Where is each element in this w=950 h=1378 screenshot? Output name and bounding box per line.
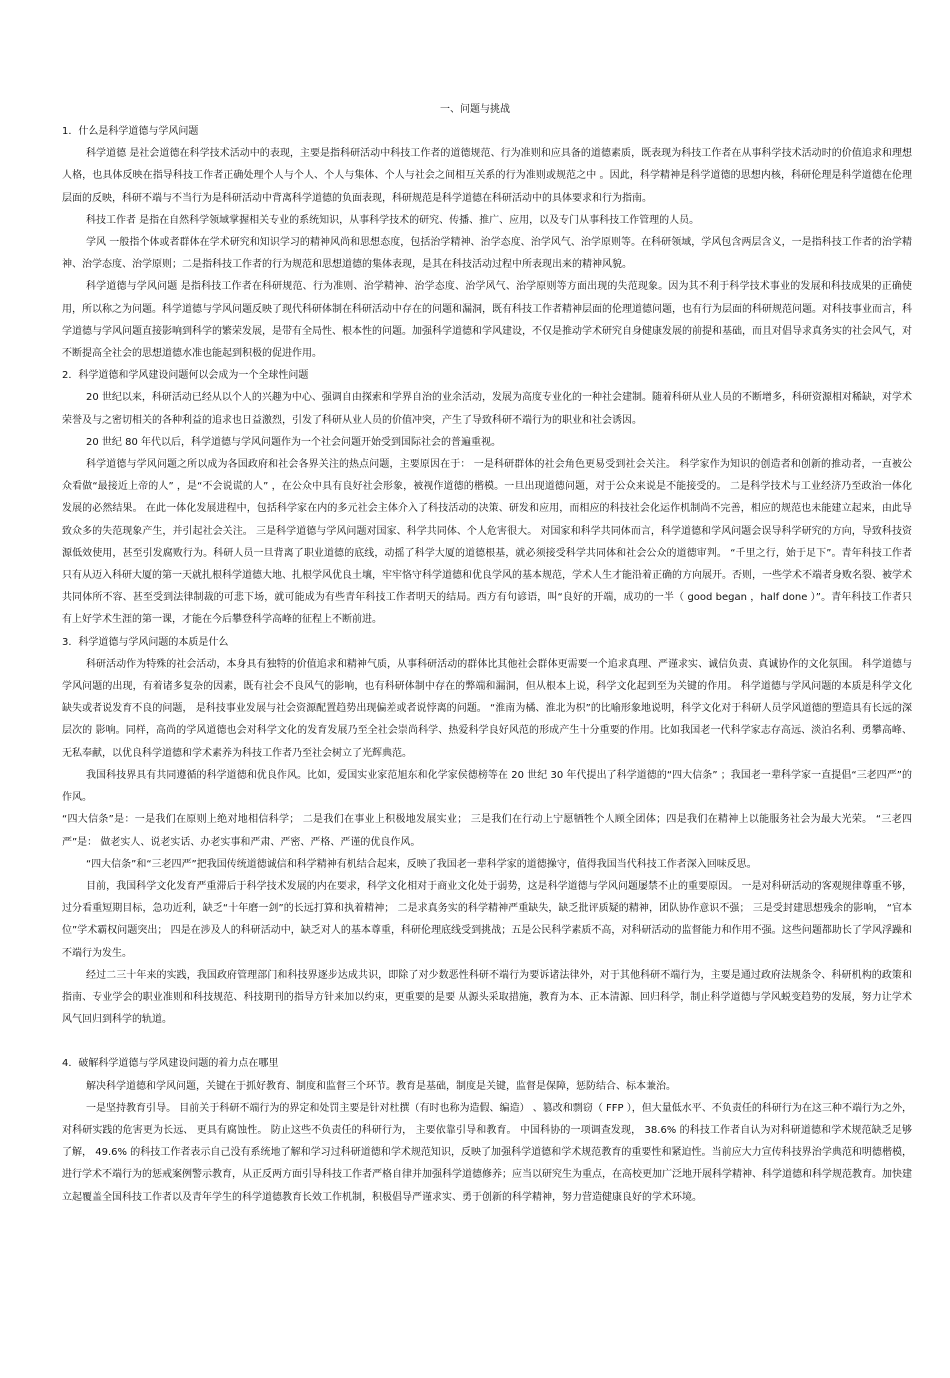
paragraph: 科学道德与学风问题之所以成为各国政府和社会各界关注的热点问题，主要原因在于： 一是科研群体的社会角色更易受到社会关注。 科学家作为知识的创造者和创新的推动者，一直被公众看做“最接近上帝的人” ，是“不会说谎的人” ，在公众中具有良好社会形象，被视作道德的楷模。一旦出现道德问题，对于公众来说是不能接受的。 二是科学技术与工业经济乃至政治一体化发展的必然结果。 在此一体化发展进程中，包括科学家在内的多元社会主体介入了科技活动的决策、研发和应用，而相应的科技社会化运作机制尚不完善，相应的规范也未能建立起来，由此导致众多的失范现象产生，并引起社会关注。 三是科学道德与学风问题对国家、科学共同体、个人危害很大。 对国家和科学共同体而言，科学道德和学风问题会误导科学研究的方向，导致科技资源低效使用，甚至引发腐败行为。科研人员一旦背离了职业道德的底线，动摇了科学大厦的道德根基，就必须接受科学共同体和社会公众的道德审判。 “千里之行，始于足下”。青年科技工作者只有从迈入科研大厦的第一天就扎根科学道德大地、扎根学风优良土壤，牢牢恪守科学道德和优良学风的基本规范，学术人生才能沿着正确的方向展开。否则，一些学术不端者身败名裂、被学术共同体所不容、甚至受到法律制裁的可悲下场，就可能成为有些青年科技工作者明天的结局。西方有句谚语，叫“良好的开端，成功的一半（ good began ，half done ）”。青年科技工作者只有上好学术生涯的第一课，才能在今后攀登科学高峰的征程上不断前进。 <box>62 459 912 626</box>
paragraph: 20 世纪 80 年代以后，科学道德与学风问题作为一个社会问题开始受到国际社会的普遍重视。 <box>86 436 501 448</box>
paragraph: 20 世纪以来，科研活动已经从以个人的兴趣为中心、强调自由探索和学界自治的业余活动，发展为高度专业化的一种社会建制。随着科研从业人员的不断增多，科研资源相对稀缺，对学术荣誉及与之密切相关的各种利益的追求也日益激烈，引发了科研从业人员的价值冲突，产生了导致科研不端行为的职业和社会诱因。 <box>62 392 912 426</box>
paragraph: 科学道德与学风问题 是指科技工作者在科研规范、行为准则、治学精神、治学态度、治学风气、治学原则等方面出现的失范现象。因为其不利于科学技术事业的发展和科技成果的正确使用，所以称之为问题。科学道德与学风问题反映了现代科研体制在科研活动中存在的问题和漏洞，既有科技工作者精神层面的伦理道德问题，也有行为层面的科研规范问题。对科技事业而言，科学道德与学风问题直接影响到科学的繁荣发展，是带有全局性、根本性的问题。加强科学道德和学风建设，不仅是推动学术研究自身健康发展的前提和基础，而且对倡导求真务实的社会风气，对不断提高全社会的思想道德水准也能起到积极的促进作用。 <box>62 281 912 360</box>
paragraph: 学风 一般指个体或者群体在学术研究和知识学习的精神风尚和思想态度，包括治学精神、治学态度、治学风气、治学原则等。在科研领域，学风包含两层含义，一是指科技工作者的治学精神、治学态度、治学原则；二是指科技工作者的行为规范和思想道德的集体表现，是其在科技活动过程中所表现出来的精神风貌。 <box>62 237 912 271</box>
document-body <box>62 121 912 1209</box>
paragraph: “四大信条”和“三老四严”把我国传统道德诚信和科学精神有机结合起来，反映了我国老一辈科学家的道德操守，值得我国当代科技工作者深入回味反思。 <box>86 858 757 870</box>
paragraph: 经过二三十年来的实践，我国政府管理部门和科技界逐步达成共识，即除了对少数恶性科研不端行为要诉诸法律外，对于其他科研不端行为，主要是通过政府法规条令、科研机构的政策和指南、专业学会的职业准则和科技规范、科技期刊的指导方针来加以约束，更重要的是要 从源头采取措施，教育为本、正本清源、回归科学，制止科学道德与学风蜕变趋势的发展，努力让学术风气回归到科学的轨道。 <box>62 969 912 1026</box>
section-heading: 4．破解科学道德与学风建设问题的着力点在哪里 <box>62 1058 279 1070</box>
document-title: 一、问题与挑战 <box>440 104 510 115</box>
paragraph: 科技工作者 是指在自然科学领域掌握相关专业的系统知识，从事科学技术的研究、传播、推广、应用，以及专门从事科技工作管理的人员。 <box>86 214 700 226</box>
paragraph: 目前，我国科学文化发育严重滞后于科学技术发展的内在要求，科学文化相对于商业文化处于弱势，这是科学道德与学风问题屡禁不止的重要原因。 一是对科研活动的客观规律尊重不够，过分看重短期目标，急功近利，缺乏“十年磨一剑”的长远打算和执着精神； 二是求真务实的科学精神严重缺失，缺乏批评质疑的精神，团队协作意识不强； 三是受封建思想残余的影响， “官本位”学术霸权问题突出； 四是在涉及人的科研活动中，缺乏对人的基本尊重，科研伦理底线受到挑战；五是公民科学素质不高，对科研活动的监督能力和作用不强。这些问题都助长了学风浮躁和不端行为发生。 <box>62 880 912 959</box>
paragraph: 解决科学道德和学风问题，关键在于抓好教育、制度和监督三个环节。教育是基础，制度是关键，监督是保障，惩防结合、标本兼治。 <box>86 1080 676 1092</box>
section-heading: 2．科学道德和学风建设问题何以会成为一个全球性问题 <box>62 370 309 382</box>
paragraph: 科学道德 是社会道德在科学技术活动中的表现，主要是指科研活动中科技工作者的道德规范、行为准则和应具备的道德素质，既表现为科技工作者在从事科学技术活动时的价值追求和理想人格，也具体反映在指导科技工作者正确处理个人与个人、个人与集体、个人与社会之间相互关系的行为准则或规范之中 。因此，科学精神是科学道德的思想内核，科研伦理是科学道德在伦理层面的反映，科研不端与不当行为是科研活动中背离科学道德的负面表现，科研规范是科学道德在科研活动中的具体要求和行为指南。 <box>62 148 912 204</box>
section-heading: 3．科学道德与学风问题的本质是什么 <box>62 636 229 648</box>
paragraph: 一是坚持教育引导。 目前关于科研不端行为的界定和处罚主要是针对杜撰（有时也称为造假、编造） 、篡改和剽窃（ FFP ），但大量低水平、不负责任的科研行为在这三种不端行为之外， 对科研实践的危害更为长远、 更具有腐蚀性。 防止这些不负责任的科研行为， 主要依靠引导和教育。 中国科协的一项调查发现， 38.6% 的科技工作者自认为对科研道德和学术规范缺乏足够了解， 49.6% 的科技工作者表示自己没有系统地了解和学习过科研道德和学术规范知识，反映了加强科学道德和学术规范教育的重要性和紧迫性。当前应大力宣传科技界治学典范和明德楷模，进行学术不端行为的惩戒案例警示教育，从正反两方面引导科技工作者严格自律并加强科学道德修养；应当以研究生为重点，在高校更加广泛地开展科学精神、科学道德和科学规范教育。加快建立起覆盖全国科技工作者以及青年学生的科学道德教育长效工作机制，积极倡导严谨求实、勇于创新的科学精神，努力营造健康良好的学术环境。 <box>62 1102 912 1203</box>
paragraph: “四大信条”是：一是我们在原则上绝对地相信科学； 二是我们在事业上积极地发展实业； 三是我们在行动上宁愿牺牲个人顾全团体；四是我们在精神上以能服务社会为最大光荣。 “三老四严”是： 做老实人、说老实话、办老实事和严肃、严密、严格、严谨的优良作风。 <box>62 814 912 848</box>
section-spacer <box>62 1031 912 1053</box>
paragraph: 我国科技界具有共同遵循的科学道德和优良作风。比如，爱国实业家范旭东和化学家侯德榜等在 20 世纪 30 年代提出了科学道德的“四大信条” ；我国老一辈科学家一直提倡“三老四严”的作风。 <box>62 769 912 804</box>
paragraph: 科研活动作为特殊的社会活动，本身具有独特的价值追求和精神气质，从事科研活动的群体比其他社会群体更需要一个追求真理、严谨求实、诚信负责、真诚协作的文化氛围。 科学道德与学风问题的出现，有着诸多复杂的因素，既有社会不良风气的影响，也有科研体制中存在的弊端和漏洞，但从根本上说，科学文化起到至为关键的作用。 科学道德与学风问题的本质是科学文化缺失或者说发育不良的问题， 是科技事业发展与社会资源配置趋势出现偏差或者说悖离的问题。 “淮南为橘、淮北为枳”的比喻形象地说明，科学文化对于科研人员学风道德的塑造具有长远的深层次的 影响。同样，高尚的学风道德也会对科学文化的发育发展乃至全社会崇尚科学、热爱科学良好风范的形成产生十分重要的作用。比如我国老一代科学家志存高远、淡泊名利、勇攀高峰、无私奉献，以优良科学道德和学术素养为科技工作者乃至社会树立了光辉典范。 <box>62 658 912 759</box>
section-heading: 1．什么是科学道德与学风问题 <box>62 126 199 137</box>
